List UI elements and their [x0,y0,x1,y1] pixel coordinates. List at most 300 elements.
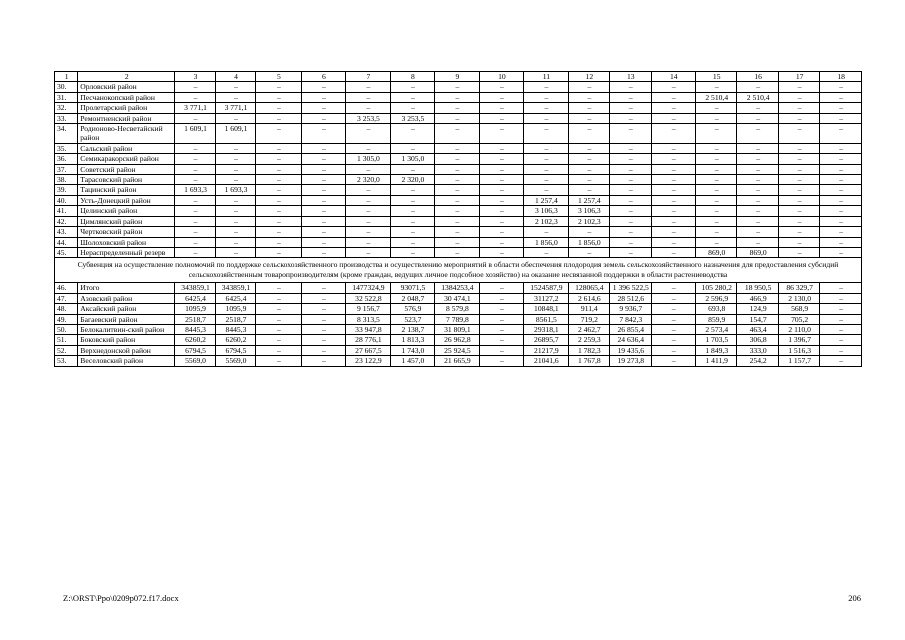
amount-cell: – [610,247,651,257]
district-name: Шолоховский район [78,237,175,247]
amount-cell: 6260,2 [175,335,215,345]
amount-cell: – [256,216,302,226]
amount-cell: 21 665,9 [435,356,479,366]
amount-cell: – [651,164,695,174]
amount-cell: 2 102,3 [524,216,568,226]
amount-cell: – [568,92,609,102]
amount-cell: – [435,247,479,257]
column-number-header: 12 [568,72,609,82]
table-row [55,227,862,237]
amount-cell: 31 809,1 [435,324,479,334]
amount-cell: – [175,113,215,123]
amount-cell: – [346,92,390,102]
amount-cell: 19 273,8 [610,356,651,366]
amount-cell: – [175,237,215,247]
amount-cell: – [651,82,695,92]
table-row [55,247,862,257]
amount-cell: 29318,1 [524,324,568,334]
amount-cell: – [346,216,390,226]
amount-cell: – [610,206,651,216]
amount-cell: – [175,206,215,216]
district-name: Нераспределенный резерв [78,247,175,257]
amount-cell: – [737,216,778,226]
amount-cell: – [651,356,695,366]
amount-cell: – [651,103,695,113]
amount-cell: 1 609,1 [175,124,215,144]
amount-cell: – [435,113,479,123]
amount-cell: – [778,113,819,123]
table-row [55,356,862,366]
amount-cell: – [737,175,778,185]
amount-cell: – [175,92,215,102]
amount-cell: 21217,9 [524,345,568,355]
amount-cell: – [479,247,523,257]
amount-cell: – [479,227,523,237]
amount-cell: – [479,195,523,205]
amount-cell: – [610,113,651,123]
row-number: 51. [55,335,78,345]
amount-cell: 576,9 [390,304,434,314]
amount-cell: – [256,206,302,216]
table-row [55,206,862,216]
amount-cell: 1 516,3 [778,345,819,355]
amount-cell: – [778,195,819,205]
amount-cell: – [301,247,345,257]
amount-cell: 26 855,4 [610,324,651,334]
district-name: Семикаракорский район [78,154,175,164]
amount-cell: 25 924,5 [435,345,479,355]
table-row [55,92,862,102]
amount-cell: – [215,143,255,153]
amount-cell: 306,8 [737,335,778,345]
amount-cell: – [568,164,609,174]
district-name: Багаевский район [78,314,175,324]
amount-cell: – [524,82,568,92]
amount-cell: 9 156,7 [346,304,390,314]
row-number: 34. [55,124,78,144]
amount-cell: – [301,175,345,185]
amount-cell: – [778,185,819,195]
amount-cell: 869,0 [737,247,778,257]
amount-cell: – [215,113,255,123]
amount-cell: – [568,185,609,195]
row-number: 32. [55,103,78,113]
table-row [55,143,862,153]
amount-cell: – [737,227,778,237]
table-row [55,164,862,174]
amount-cell: – [390,206,434,216]
amount-cell: 105 280,2 [696,283,737,293]
amount-cell: – [610,216,651,226]
amount-cell: 1477324,9 [346,283,390,293]
amount-cell: – [696,237,737,247]
amount-cell: – [778,92,819,102]
amount-cell: 343859,1 [215,283,255,293]
amount-cell: – [215,175,255,185]
amount-cell: 86 329,7 [778,283,819,293]
amount-cell: – [696,113,737,123]
section-title: Субвенция на осуществление полномочий по поддержке сельскохозяйственного производства и осуществлению мероприятий в области обеспечения плодородия земель сельскохозяйственного назначения для предоставления субсидий сельскохозяйственным товаропроизводителям (кроме граждан, ведущих личное подсобное хозяйство) на оказание несвязанной поддержки в области растениеводства [55,258,862,283]
amount-cell: – [435,237,479,247]
amount-cell: – [696,103,737,113]
amount-cell: – [568,154,609,164]
amount-cell: – [301,283,345,293]
amount-cell: – [610,164,651,174]
amount-cell: 3 106,3 [524,206,568,216]
amount-cell: 1 767,8 [568,356,609,366]
district-name: Усть-Донецкий район [78,195,175,205]
amount-cell: 254,2 [737,356,778,366]
amount-cell: – [737,185,778,195]
amount-cell: – [568,175,609,185]
amount-cell: – [301,143,345,153]
amount-cell: – [256,185,302,195]
amount-cell: – [256,175,302,185]
amount-cell: – [696,185,737,195]
amount-cell: – [610,103,651,113]
amount-cell: – [524,227,568,237]
amount-cell: 911,4 [568,304,609,314]
amount-cell: 26895,7 [524,335,568,345]
amount-cell: – [435,164,479,174]
amount-cell: – [820,185,862,195]
amount-cell: – [256,164,302,174]
amount-cell: 124,9 [737,304,778,314]
district-name: Целинский район [78,206,175,216]
table-row [55,124,862,144]
column-number-header: 15 [696,72,737,82]
footer-page-number: 206 [848,593,861,603]
amount-cell: – [301,195,345,205]
district-name: Белокалитвин-ский район [78,324,175,334]
amount-cell: – [346,185,390,195]
amount-cell: – [346,195,390,205]
amount-cell: – [651,283,695,293]
amount-cell: – [568,227,609,237]
amount-cell: – [301,293,345,303]
district-name: Пролетарский район [78,103,175,113]
amount-cell: 28 776,1 [346,335,390,345]
amount-cell: – [696,227,737,237]
table-row [55,195,862,205]
amount-cell: – [435,103,479,113]
amount-cell: – [696,164,737,174]
amount-cell: – [610,82,651,92]
row-number: 30. [55,82,78,92]
amount-cell: – [479,154,523,164]
amount-cell: – [256,324,302,334]
amount-cell: – [610,124,651,144]
amount-cell: – [820,247,862,257]
row-number: 49. [55,314,78,324]
amount-cell: – [301,103,345,113]
table-row [55,283,862,293]
amount-cell: – [651,92,695,102]
amount-cell: 26 962,8 [435,335,479,345]
amount-cell: 3 253,5 [390,113,434,123]
amount-cell: – [696,175,737,185]
amount-cell: – [651,345,695,355]
column-number-header: 13 [610,72,651,82]
amount-cell: – [820,314,862,324]
district-name: Тарасовский район [78,175,175,185]
district-name: Аксайский район [78,304,175,314]
amount-cell: – [479,143,523,153]
district-name: Советский район [78,164,175,174]
row-number: 41. [55,206,78,216]
amount-cell: – [256,124,302,144]
amount-cell: – [696,195,737,205]
amount-cell: – [256,335,302,345]
amount-cell: 24 636,4 [610,335,651,345]
amount-cell: – [696,124,737,144]
amount-cell: – [479,345,523,355]
amount-cell: 2518,7 [175,314,215,324]
amount-cell: – [651,175,695,185]
row-number: 37. [55,164,78,174]
amount-cell: – [390,82,434,92]
amount-cell: – [820,237,862,247]
amount-cell: – [568,82,609,92]
table-row [55,154,862,164]
amount-cell: 93071,5 [390,283,434,293]
amount-cell: – [435,82,479,92]
amount-cell: 869,0 [696,247,737,257]
amount-cell: – [651,304,695,314]
table-row [55,293,862,303]
amount-cell: – [215,164,255,174]
amount-cell: – [346,82,390,92]
amount-cell: – [479,185,523,195]
district-name: Ремонтненский район [78,113,175,123]
amount-cell: – [696,154,737,164]
column-number-header: 3 [175,72,215,82]
amount-cell: – [256,314,302,324]
amount-cell: – [737,206,778,216]
amount-cell: 2 320,0 [390,175,434,185]
amount-cell: 3 106,3 [568,206,609,216]
amount-cell: – [820,195,862,205]
amount-cell: 5569,0 [215,356,255,366]
amount-cell: – [479,356,523,366]
amount-cell: – [301,185,345,195]
amount-cell: 18 950,5 [737,283,778,293]
amount-cell: – [346,164,390,174]
amount-cell: – [820,293,862,303]
amount-cell: 6425,4 [215,293,255,303]
table-row [55,216,862,226]
amount-cell: 5569,0 [175,356,215,366]
row-number: 48. [55,304,78,314]
amount-cell: 1384253,4 [435,283,479,293]
amount-cell: 2 110,0 [778,324,819,334]
amount-cell: 1 305,0 [346,154,390,164]
amount-cell: – [301,154,345,164]
amount-cell: – [610,195,651,205]
amount-cell: – [301,335,345,345]
amount-cell: – [346,103,390,113]
district-name: Родионово-Несветайский район [78,124,175,144]
amount-cell: – [568,124,609,144]
amount-cell: 6794,5 [175,345,215,355]
district-name: Чертковский район [78,227,175,237]
amount-cell: – [301,227,345,237]
column-number-header: 5 [256,72,302,82]
amount-cell: – [390,227,434,237]
amount-cell: – [479,335,523,345]
row-number: 46. [55,283,78,293]
amount-cell: – [175,216,215,226]
amount-cell: – [820,124,862,144]
amount-cell: – [820,335,862,345]
amount-cell: – [524,143,568,153]
amount-cell: – [301,206,345,216]
amount-cell: – [778,175,819,185]
amount-cell: – [737,237,778,247]
amount-cell: – [346,143,390,153]
amount-cell: 2 573,4 [696,324,737,334]
amount-cell: – [651,124,695,144]
amount-cell: – [820,206,862,216]
district-name: Итого [78,283,175,293]
amount-cell: 2518,7 [215,314,255,324]
amount-cell: – [215,216,255,226]
amount-cell: – [256,227,302,237]
column-number-header: 8 [390,72,434,82]
amount-cell: – [820,82,862,92]
amount-cell: 1 305,0 [390,154,434,164]
column-number-header: 14 [651,72,695,82]
amount-cell: 568,9 [778,304,819,314]
amount-cell: – [820,175,862,185]
amount-cell: – [737,164,778,174]
amount-cell: – [479,283,523,293]
amount-cell: – [390,247,434,257]
row-number: 40. [55,195,78,205]
amount-cell: 1 257,4 [524,195,568,205]
table-row [55,185,862,195]
amount-cell: – [524,185,568,195]
amount-cell: – [175,143,215,153]
amount-cell: – [346,247,390,257]
amount-cell: – [524,164,568,174]
amount-cell: – [479,92,523,102]
amount-cell: 8561,5 [524,314,568,324]
amount-cell: – [301,324,345,334]
district-name: Песчанокопский район [78,92,175,102]
amount-cell: 10848,1 [524,304,568,314]
row-number: 43. [55,227,78,237]
table-row [55,335,862,345]
amount-cell: – [524,92,568,102]
amount-cell: – [215,92,255,102]
table-row [55,304,862,314]
amount-cell: 466,9 [737,293,778,303]
amount-cell: – [390,185,434,195]
amount-cell: – [778,247,819,257]
amount-cell: – [479,324,523,334]
amount-cell: 1095,9 [175,304,215,314]
amount-cell: – [568,113,609,123]
amount-cell: – [256,113,302,123]
amount-cell: 1 743,0 [390,345,434,355]
amount-cell: – [215,227,255,237]
row-number: 38. [55,175,78,185]
amount-cell: – [479,304,523,314]
budget-table [54,71,862,367]
amount-cell: – [479,82,523,92]
amount-cell: 1 609,1 [215,124,255,144]
amount-cell: 28 512,6 [610,293,651,303]
amount-cell: 6260,2 [215,335,255,345]
amount-cell: 2 320,0 [346,175,390,185]
amount-cell: – [778,103,819,113]
amount-cell: – [820,164,862,174]
section-heading-row [55,258,862,283]
row-number: 45. [55,247,78,257]
row-number: 44. [55,237,78,247]
district-name: Азовский район [78,293,175,303]
amount-cell: – [524,154,568,164]
amount-cell: 3 771,1 [175,103,215,113]
amount-cell: 719,2 [568,314,609,324]
amount-cell: – [820,227,862,237]
amount-cell: – [256,92,302,102]
amount-cell: 8445,3 [175,324,215,334]
amount-cell: – [346,227,390,237]
amount-cell: – [479,164,523,174]
amount-cell: 8 313,5 [346,314,390,324]
amount-cell: – [651,154,695,164]
amount-cell: – [256,143,302,153]
amount-cell: – [651,335,695,345]
district-name: Веселовский район [78,356,175,366]
amount-cell: – [301,92,345,102]
amount-cell: 2 510,4 [696,92,737,102]
amount-cell: – [435,154,479,164]
row-number: 47. [55,293,78,303]
amount-cell: 333,0 [737,345,778,355]
amount-cell: – [820,154,862,164]
amount-cell: – [175,164,215,174]
amount-cell: – [390,195,434,205]
amount-cell: – [524,175,568,185]
column-number-header: 7 [346,72,390,82]
amount-cell: – [175,175,215,185]
amount-cell: – [778,124,819,144]
amount-cell: – [390,237,434,247]
amount-cell: – [435,206,479,216]
amount-cell: – [778,216,819,226]
amount-cell: – [568,143,609,153]
amount-cell: – [175,154,215,164]
amount-cell: 31127,2 [524,293,568,303]
amount-cell: – [651,324,695,334]
amount-cell: – [737,124,778,144]
amount-cell: 1 411,9 [696,356,737,366]
amount-cell: – [820,216,862,226]
amount-cell: – [651,247,695,257]
amount-cell: – [215,154,255,164]
amount-cell: – [175,82,215,92]
row-number: 39. [55,185,78,195]
amount-cell: – [524,247,568,257]
amount-cell: – [737,143,778,153]
amount-cell: 128065,4 [568,283,609,293]
amount-cell: – [435,185,479,195]
column-number-header: 2 [78,72,175,82]
amount-cell: – [524,113,568,123]
